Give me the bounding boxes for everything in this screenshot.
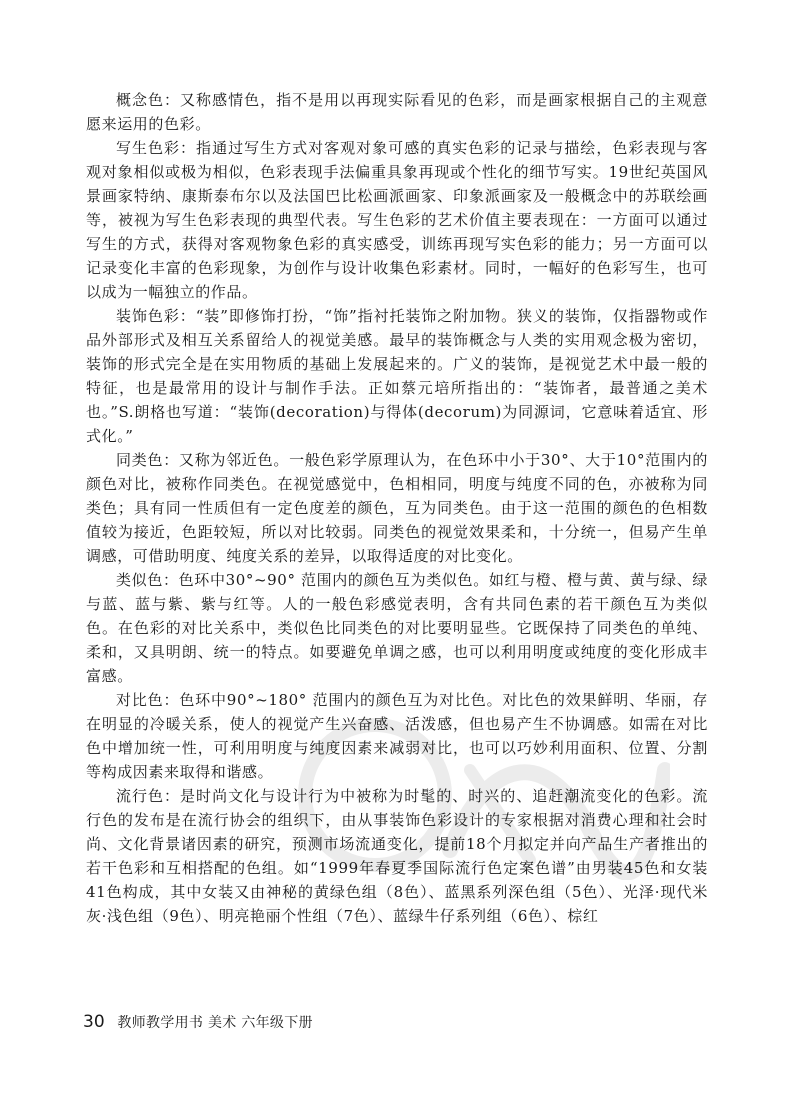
page-number: 30 — [83, 1012, 105, 1032]
paragraph-analogous-color: 类似色：色环中30°~90° 范围内的颜色互为类似色。如红与橙、橙与黄、黄与绿、绿与蓝、蓝与紫、紫与红等。人的一般色彩感觉表明，含有共同色素的若干颜色互为类似色。在色彩的对比关系中，类似色比同类色的对比要明显些。它既保持了同类色的单纯、柔和，又具明朗、统一的特点。如要避免单调之感，也可以利用明度或纯度的变化形成丰富感。 — [86, 571, 708, 685]
paragraph-concept-color: 概念色：又称感情色，指不是用以再现实际看见的色彩，而是画家根据自己的主观意愿来运用的色彩。 — [86, 91, 708, 133]
book-title: 教师教学用书 美术 六年级下册 — [117, 1015, 313, 1031]
main-text — [86, 88, 708, 928]
paragraph-sketch-color: 写生色彩：指通过写生方式对客观对象可感的真实色彩的记录与描绘，色彩表现与客观对象相似或极为相似，色彩表现手法偏重具象再现或个性化的细节写实。19世纪英国风景画家特纳、康斯泰布尔以及法国巴比松画派画家、印象派画家及一般概念中的苏联绘画等，被视为写生色彩表现的典型代表。写生色彩的艺术价值主要表现在：一方面可以通过写生的方式，获得对客观物象色彩的真实感受，训练再现写实色彩的能力；另一方面可以记录变化丰富的色彩现象，为创作与设计收集色彩素材。同时，一幅好的色彩写生，也可以成为一幅独立的作品。 — [86, 139, 708, 301]
paragraph-decorative-color: 装饰色彩：“装”即修饰打扮，“饰”指衬托装饰之附加物。狭义的装饰，仅指器物或作品外部形式及相互关系留给人的视觉美感。最早的装饰概念与人类的实用观念极为密切，装饰的形式完全是在实用物质的基础上发展起来的。广义的装饰，是视觉艺术中最一般的特征，也是最常用的设计与制作手法。正如蔡元培所指出的：“装饰者，最普通之美术也。”S.朗格也写道：“装饰(decoration)与得体(decorum)为同源词，它意味着适宜、形式化。” — [86, 307, 708, 445]
paragraph-trend-color: 流行色：是时尚文化与设计行为中被称为时髦的、时兴的、追赶潮流变化的色彩。流行色的发布是在流行协会的组织下，由从事装饰色彩设计的专家根据对消费心理和社会时尚、文化背景诸因素的研究，预测市场流通变化，提前18个月拟定并向产品生产者推出的若干色彩和互相搭配的色组。如“1999年春夏季国际流行色定案色谱”由男装45色和女装41色构成，其中女装又由神秘的黄绿色组（8色）、蓝黑系列深色组（5色）、光泽·现代米灰·浅色组（9色）、明亮艳丽个性组（7色）、蓝绿牛仔系列组（6色）、棕红 — [86, 787, 708, 925]
paragraph-contrast-color: 对比色：色环中90°~180° 范围内的颜色互为对比色。对比色的效果鲜明、华丽，存在明显的冷暖关系，使人的视觉产生兴奋感、活泼感，但也易产生不协调感。如需在对比色中增加统一性，可利用明度与纯度因素来减弱对比，也可以巧妙利用面积、位置、分割等构成因素来取得和谐感。 — [86, 691, 708, 781]
paragraph-same-hue-color: 同类色：又称为邻近色。一般色彩学原理认为，在色环中小于30°、大于10°范围内的颜色对比，被称作同类色。在视觉感觉中，色相相同，明度与纯度不同的色，亦被称为同类色；具有同一性质但有一定色度差的颜色，互为同类色。由于这一范围的颜色的色相数值较为接近，色距较短，所以对比较弱。同类色的视觉效果柔和，十分统一，但易产生单调感，可借助明度、纯度关系的差异，以取得适度的对比变化。 — [86, 451, 708, 565]
page-footer — [83, 1012, 313, 1032]
